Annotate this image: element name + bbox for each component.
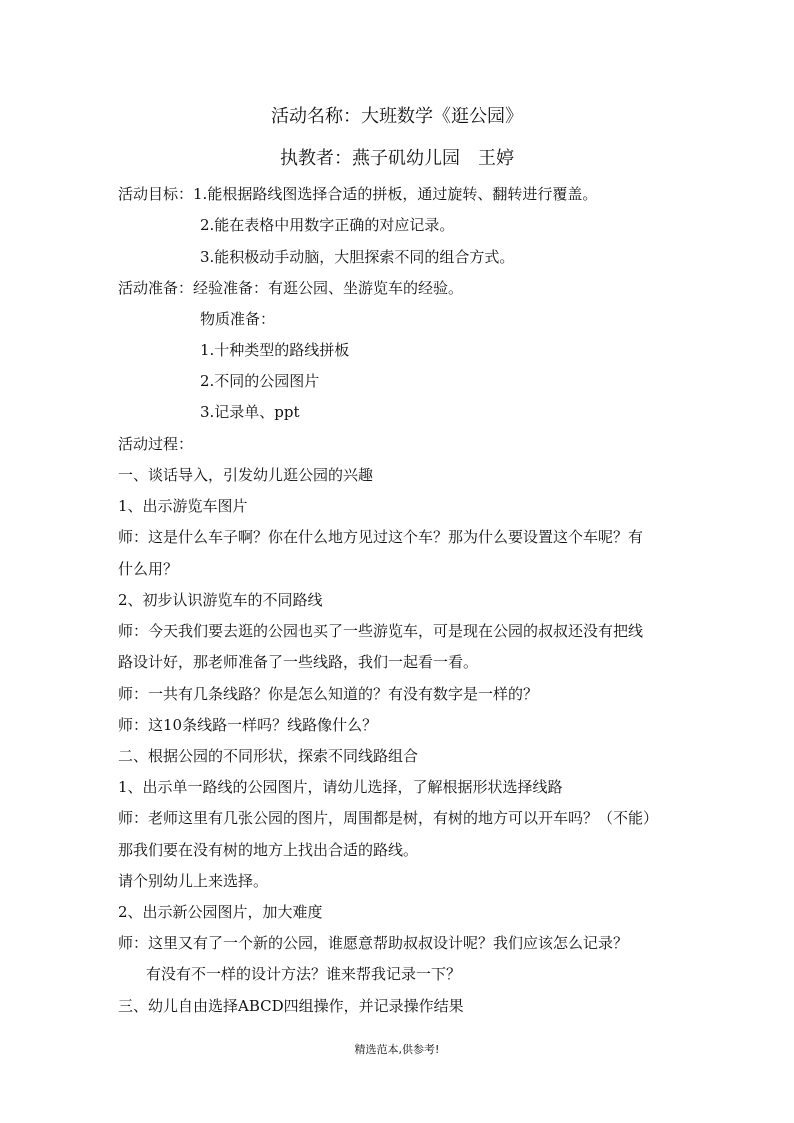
goal-item: 1.能根据路线图选择合适的拼板，通过旋转、翻转进行覆盖。	[193, 185, 598, 203]
dialogue-line: 师：今天我们要去逛的公园也买了一些游览车，可是现在公园的叔叔还没有把线	[118, 622, 644, 640]
goal-item: 2.能在表格中用数字正确的对应记录。	[200, 216, 455, 234]
step-heading: 2、初步认识游览车的不同路线	[118, 591, 323, 609]
page-footer: 精选范本,供参考!	[354, 1043, 440, 1056]
dialogue-line: 师：这是什么车子啊？你在什么地方见过这个车？那为什么要设置这个车呢？有	[118, 528, 644, 546]
section-heading: 一、谈话导入，引发幼儿逛公园的兴趣	[118, 466, 374, 484]
step-heading: 1、出示单一路线的公园图片，请幼儿选择，了解根据形状选择线路	[118, 778, 563, 796]
step-heading: 1、出示游览车图片	[118, 497, 248, 515]
activity-title: 活动名称：大班数学《逛公园》	[271, 106, 523, 127]
process-label: 活动过程：	[118, 435, 194, 453]
dialogue-line: 请个别幼儿上来选择。	[118, 872, 269, 890]
step-heading: 2、出示新公园图片，加大难度	[118, 903, 323, 921]
material-item: 3.记录单、ppt	[200, 403, 300, 421]
dialogue-line: 路设计好，那老师准备了一些线路，我们一起看一看。	[118, 653, 479, 671]
goals-first-line	[118, 184, 688, 204]
dialogue-line: 师：这10条线路一样吗？线路像什么？	[118, 716, 378, 734]
teacher-line: 执教者：燕子矶幼儿园 王婷	[280, 148, 514, 169]
material-item: 1.十种类型的路线拼板	[200, 341, 350, 359]
section-heading: 三、幼儿自由选择ABCD四组操作，并记录操作结果	[118, 997, 464, 1015]
goal-item: 3.能积极动手动脑，大胆探索不同的组合方式。	[200, 248, 515, 266]
dialogue-line: 师：老师这里有几张公园的图片，周围都是树，有树的地方可以开车吗？（不能）	[118, 809, 659, 827]
material-item: 2.不同的公园图片	[200, 372, 320, 390]
dialogue-line: 师：一共有几条线路？你是怎么知道的？有没有数字是一样的？	[118, 685, 539, 703]
material-prep-label: 物质准备：	[200, 310, 276, 328]
dialogue-line: 什么用？	[118, 560, 179, 578]
dialogue-line: 师：这里又有了一个新的公园，谁愿意帮助叔叔设计呢？我们应该怎么记录？	[118, 934, 629, 952]
section-heading: 二、根据公园的不同形状，探索不同线路组合	[118, 747, 419, 765]
experience-prep: 经验准备：有逛公园、坐游览车的经验。	[193, 279, 464, 297]
prep-first-line	[118, 278, 688, 298]
goals-label: 活动目标：	[118, 185, 194, 203]
prep-label: 活动准备：	[118, 279, 194, 297]
dialogue-line: 有没有不一样的设计方法？谁来帮我记录一下？	[146, 965, 462, 983]
dialogue-line: 那我们要在没有树的地方上找出合适的路线。	[118, 841, 419, 859]
